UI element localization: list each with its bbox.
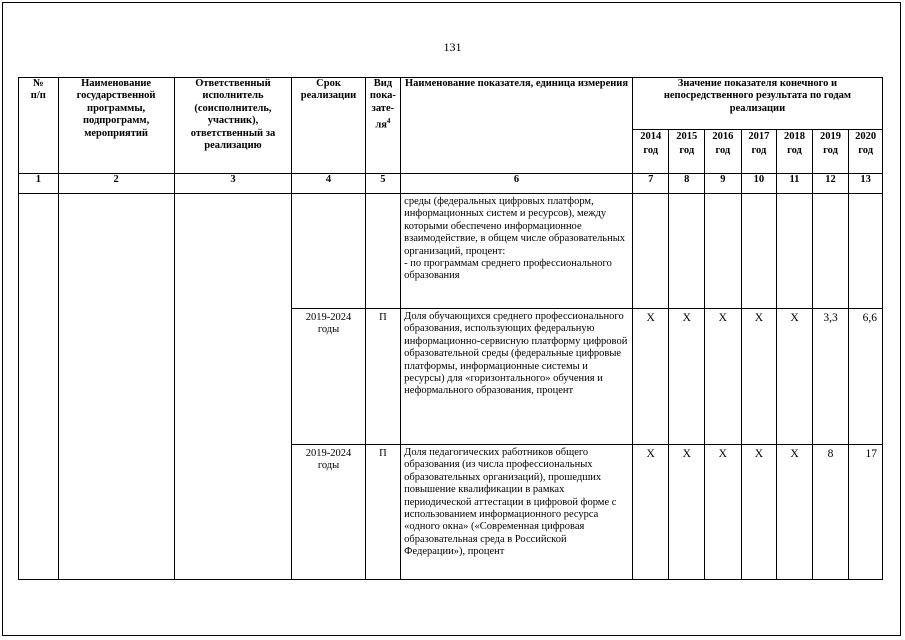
cell-value: 3,3 (812, 309, 849, 445)
header-vid: Вид пока-$зате-ля^4$ (365, 78, 401, 174)
header-name: Наименование государственной программы, подпрограмм, мероприятий (58, 78, 174, 174)
column-number: 13 (849, 174, 883, 194)
cell-term: 2019-2024 годы (292, 309, 365, 445)
cell-value: 17 (849, 445, 883, 580)
header-num: № п/п (19, 78, 59, 174)
column-number: 5 (365, 174, 401, 194)
column-number: 4 (292, 174, 365, 194)
header-year: 2020 год (849, 130, 883, 174)
cell-indicator-type (365, 194, 401, 309)
cell-value: X (777, 309, 813, 445)
cell-value (777, 194, 813, 309)
indicator-table (18, 77, 883, 580)
page-number: 131 (443, 40, 462, 54)
table-row (19, 194, 883, 309)
cell-value: 6,6 (849, 309, 883, 445)
cell-value (741, 194, 777, 309)
column-number: 8 (669, 174, 705, 194)
column-number: 3 (174, 174, 292, 194)
header-executor: Ответственный исполнитель (соисполнитель, участник), ответственный за реализацию (174, 78, 292, 174)
column-number: 2 (58, 174, 174, 194)
cell-executor (174, 194, 292, 580)
header-year: 2016 год (705, 130, 742, 174)
cell-value: 8 (812, 445, 849, 580)
column-number: 11 (777, 174, 813, 194)
cell-value: X (741, 309, 777, 445)
column-number: 10 (741, 174, 777, 194)
header-year: 2019 год (812, 130, 849, 174)
cell-value (849, 194, 883, 309)
cell-value: X (632, 309, 669, 445)
cell-term (292, 194, 365, 309)
column-number: 7 (632, 174, 669, 194)
header-year: 2015 год (669, 130, 705, 174)
cell-value: X (705, 309, 742, 445)
header-year: 2014 год (632, 130, 669, 174)
cell-value: X (669, 445, 705, 580)
header-term: Срок реализации (292, 78, 365, 174)
cell-value (812, 194, 849, 309)
cell-indicator-type: П (365, 309, 401, 445)
cell-term: 2019-2024 годы (292, 445, 365, 580)
header-values-group: Значение показателя конечного и непосредственного результата по годам реализации (632, 78, 882, 130)
cell-program-name (58, 194, 174, 580)
cell-indicator-name: Доля обучающихся среднего профессионального образования, использующих федеральную информационно-сервисную платформу цифровой образовательной среды (федеральные цифровые платформы, информационные системы и ресурсы) для «горизонтального» обучения и неформального образования, процент (401, 309, 633, 445)
cell-value (669, 194, 705, 309)
cell-num (19, 194, 59, 580)
cell-value: X (669, 309, 705, 445)
column-number: 1 (19, 174, 59, 194)
header-year: 2018 год (777, 130, 813, 174)
cell-value: X (741, 445, 777, 580)
cell-indicator-name: Доля педагогических работников общего образования (из числа профессиональных образовательных организаций), прошедших повышение квалификации в рамках периодической аттестации в цифровой форме с использованием информационного ресурса «одного окна» («Современная цифровая образовательная среда в Российской Федерации»), процент (401, 445, 633, 580)
column-number: 12 (812, 174, 849, 194)
cell-value (632, 194, 669, 309)
header-indicator: Наименование показателя, единица измерения (401, 78, 633, 174)
header-year: 2017 год (741, 130, 777, 174)
cell-value: X (632, 445, 669, 580)
column-number: 6 (401, 174, 633, 194)
column-number: 9 (705, 174, 742, 194)
cell-value (705, 194, 742, 309)
cell-value: X (705, 445, 742, 580)
cell-value: X (777, 445, 813, 580)
cell-indicator-type: П (365, 445, 401, 580)
cell-indicator-name: среды (федеральных цифровых платформ, информационных систем и ресурсов), между которыми обеспечено информационное взаимодействие, в общем числе образовательных организаций, процент: - по программам среднего профессионального образования (401, 194, 633, 309)
